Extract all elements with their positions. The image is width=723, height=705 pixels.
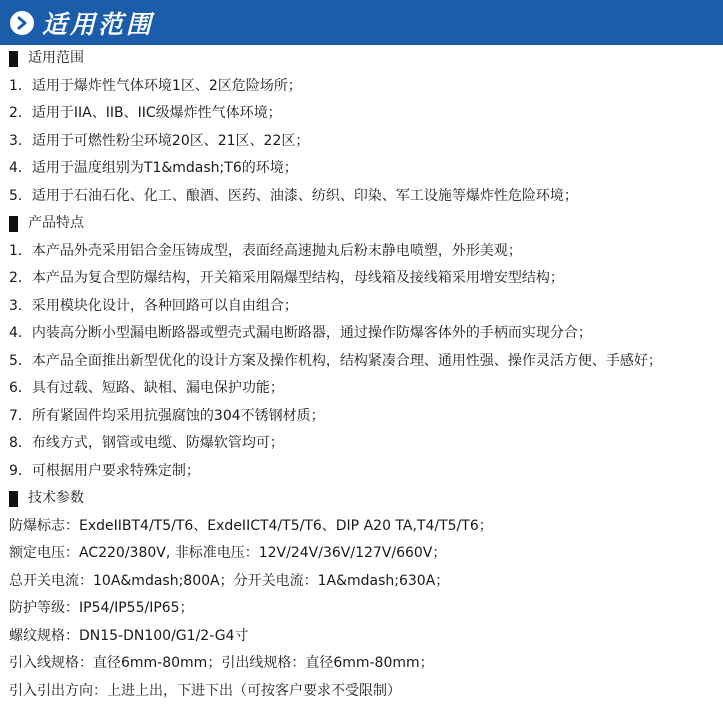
section-heading bbox=[9, 210, 715, 238]
list-item: 7．所有紧固件均采用抗强腐蚀的304不锈钢材质； bbox=[9, 403, 715, 431]
section-heading bbox=[9, 45, 715, 73]
list-item: 5．适用于石油石化、化工、酿酒、医药、油漆、纺织、印染、军工设施等爆炸性危险环境； bbox=[9, 183, 715, 211]
heading-text: 技术参数 bbox=[28, 485, 84, 513]
list-item: 5．本产品全面推出新型优化的设计方案及操作机构，结构紧凑合理、通用性强、操作灵活方便、手感好； bbox=[9, 348, 715, 376]
spec-line: 螺纹规格：DN15-DN100/G1/2-G4寸 bbox=[9, 623, 715, 651]
heading-text: 产品特点 bbox=[28, 210, 84, 238]
list-item: 1．适用于爆炸性气体环境1区、2区危险场所； bbox=[9, 73, 715, 101]
section-banner bbox=[0, 0, 723, 45]
list-item: 3．采用模块化设计，各种回路可以自由组合； bbox=[9, 293, 715, 321]
list-item: 4．内装高分断小型漏电断路器或塑壳式漏电断路器，通过操作防爆客体外的手柄而实现分合； bbox=[9, 320, 715, 348]
heading-text: 适用范围 bbox=[28, 45, 84, 73]
banner-title: 适用范围 bbox=[42, 5, 154, 41]
chevron-right-circle-icon bbox=[10, 11, 34, 35]
spec-line: 引入线规格：直径6mm-80mm；引出线规格：直径6mm-80mm； bbox=[9, 650, 715, 678]
content-body bbox=[0, 45, 723, 705]
spec-line: 防护等级：IP54/IP55/IP65； bbox=[9, 595, 715, 623]
list-item: 1．本产品外壳采用铝合金压铸成型，表面经高速抛丸后粉末静电喷塑，外形美观； bbox=[9, 238, 715, 266]
list-item: 9．可根据用户要求特殊定制； bbox=[9, 458, 715, 486]
list-item: 6．具有过载、短路、缺相、漏电保护功能； bbox=[9, 375, 715, 403]
spec-line: 防爆标志：ExdeIIBT4/T5/T6、ExdeIICT4/T5/T6、DIP A20 TA,T4/T5/T6； bbox=[9, 513, 715, 541]
list-item: 4．适用于温度组别为T1&mdash;T6的环境； bbox=[9, 155, 715, 183]
list-item: 3．适用于可燃性粉尘环境20区、21区、22区； bbox=[9, 128, 715, 156]
spec-line: 总开关电流：10A&mdash;800A；分开关电流：1A&mdash;630A； bbox=[9, 568, 715, 596]
heading-marker bbox=[9, 216, 18, 232]
section-heading bbox=[9, 485, 715, 513]
heading-marker bbox=[9, 491, 18, 507]
list-item: 8．布线方式，钢管或电缆、防爆软管均可； bbox=[9, 430, 715, 458]
heading-marker bbox=[9, 51, 18, 67]
spec-line: 引入引出方向：上进上出，下进下出（可按客户要求不受限制） bbox=[9, 678, 715, 705]
list-item: 2．本产品为复合型防爆结构，开关箱采用隔爆型结构，母线箱及接线箱采用增安型结构； bbox=[9, 265, 715, 293]
spec-line: 额定电压：AC220/380V, 非标准电压：12V/24V/36V/127V/660V； bbox=[9, 540, 715, 568]
list-item: 2．适用于IIA、IIB、IIC级爆炸性气体环境； bbox=[9, 100, 715, 128]
